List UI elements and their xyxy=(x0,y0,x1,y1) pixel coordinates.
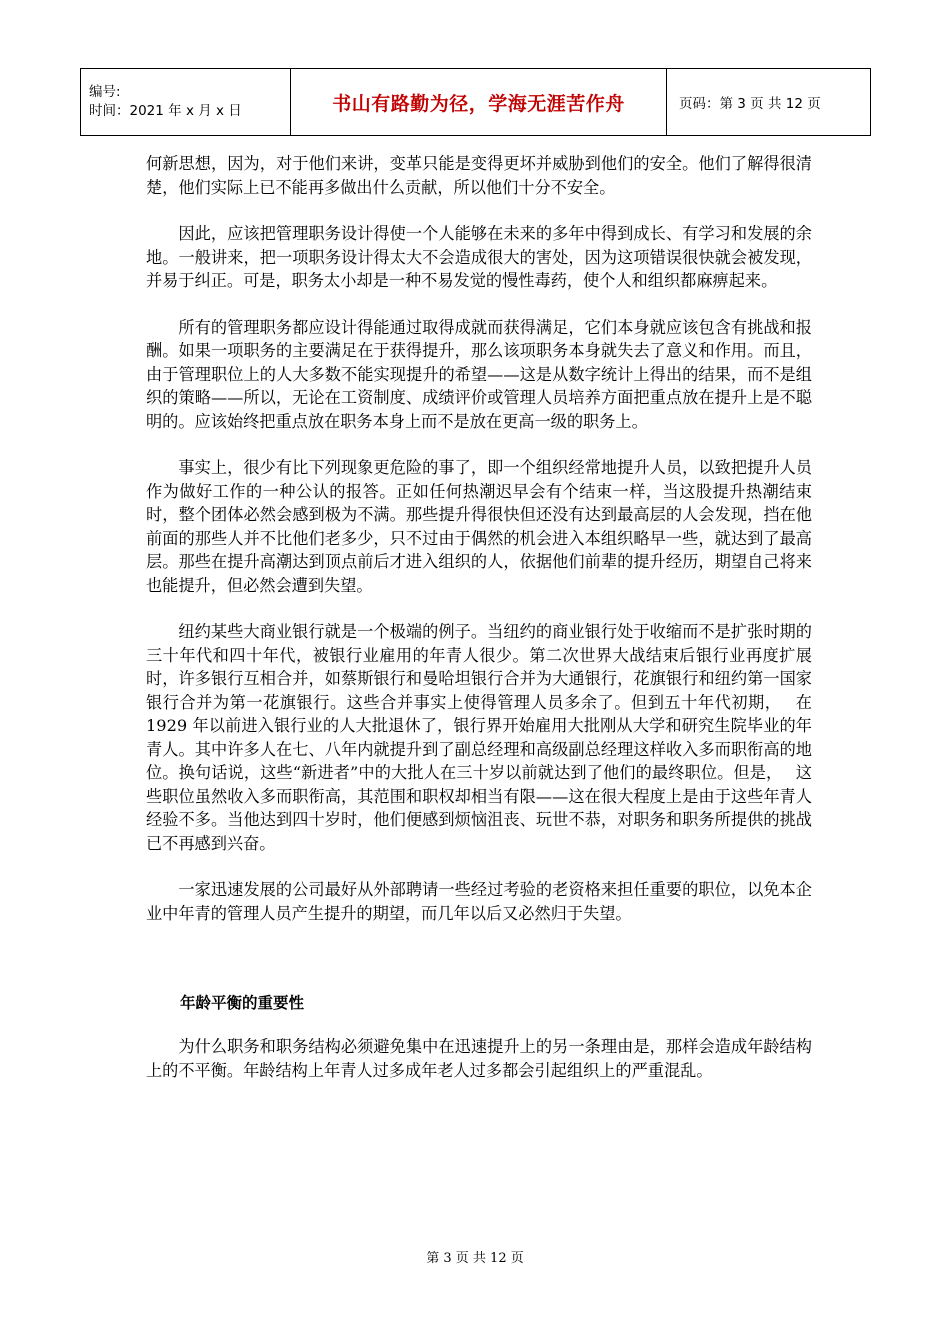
body-paragraph: 纽约某些大商业银行就是一个极端的例子。当纽约的商业银行处于收缩而不是扩张时期的三十年代和四十年代，被银行业雇用的年青人很少。第二次世界大战结束后银行业再度扩展时，许多银行互相合并，如蔡斯银行和曼哈坦银行合并为大通银行，花旗银行和纽约第一国家银行合并为第一花旗银行。这些合并事实上使得管理人员多余了。但到五十年代初期， 在 1929 年以前进入银行业的人大批退休了，银行界开始雇用大批刚从大学和研究生院毕业的年青人。其中许多人在七、八年内就提升到了副总经理和高级副总经理这样收入多而职衔高的地位。换句话说，这些“新进者”中的大批人在三十岁以前就达到了他们的最终职位。但是， 这些职位虽然收入多而职衔高，其范围和职权却相当有限——这在很大程度上是由于这些年青人经验不多。当他达到四十岁时，他们便感到烦恼沮丧、玩世不恭，对职务和职务所提供的挑战已不再感到兴奋。 xyxy=(146,622,812,853)
header-page-info: 页码：第 3 页 共 12 页 xyxy=(667,69,871,136)
section-heading: 年龄平衡的重要性 xyxy=(180,994,305,1012)
document-time-label: 时间：2021 年 x 月 x 日 xyxy=(89,103,242,119)
body-paragraph: 一家迅速发展的公司最好从外部聘请一些经过考验的老资格来担任重要的职位，以免本企业中年青的管理人员产生提升的期望，而几年以后又必然归于失望。 xyxy=(146,880,812,923)
body-paragraph: 事实上，很少有比下列现象更危险的事了，即一个组织经常地提升人员，以致把提升人员作为做好工作的一种公认的报答。正如任何热潮迟早会有个结束一样，当这股提升热潮结束时，整个团体必然会感到极为不满。那些提升得很快但还没有达到最高层的人会发现，挡在他前面的那些人并不比他们老多少，只不过由于偶然的机会进入本组织略早一些，就达到了最高层。那些在提升高潮达到顶点前后才进入组织的人，依据他们前辈的提升经历，期望自己将来也能提升，但必然会遭到失望。 xyxy=(146,458,812,595)
document-number-label: 编号: xyxy=(89,84,121,100)
body-paragraph: 因此，应该把管理职务设计得使一个人能够在未来的多年中得到成长、有学习和发展的余地。一般讲来，把一项职务设计得太大不会造成很大的害处，因为这项错误很快就会被发现，并易于纠正。可是，职务太小却是一种不易发觉的慢性毒药，使个人和组织都麻痹起来。 xyxy=(146,224,812,290)
page-footer: 第 3 页 共 12 页 xyxy=(426,1251,524,1266)
section-paragraph: 为什么职务和职务结构必须避免集中在迅速提升上的另一条理由是，那样会造成年龄结构上的不平衡。年龄结构上年青人过多成年老人过多都会引起组织上的严重混乱。 xyxy=(146,1037,812,1080)
header-motto: 书山有路勤为径，学海无涯苦作舟 xyxy=(291,69,667,136)
body-paragraph: 何新思想，因为，对于他们来讲，变革只能是变得更坏并威胁到他们的安全。他们了解得很清楚，他们实际上已不能再多做出什么贡献，所以他们十分不安全。 xyxy=(146,154,812,197)
document-body xyxy=(146,152,812,1105)
page-header xyxy=(80,68,871,136)
header-meta xyxy=(81,69,291,136)
body-paragraph: 所有的管理职务都应设计得能通过取得成就而获得满足，它们本身就应该包含有挑战和报酬。如果一项职务的主要满足在于获得提升，那么该项职务本身就失去了意义和作用。而且，由于管理职位上的人大多数不能实现提升的希望——这是从数字统计上得出的结果，而不是组织的策略——所以，无论在工资制度、成绩评价或管理人员培养方面把重点放在提升上是不聪明的。应该始终把重点放在职务本身上而不是放在更高一级的职务上。 xyxy=(146,317,812,431)
